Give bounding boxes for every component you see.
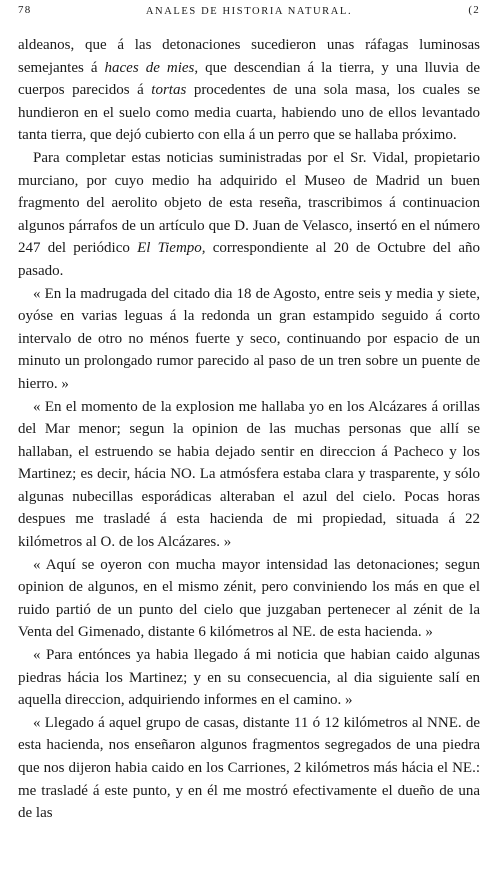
italic-text: haces de mies xyxy=(104,59,195,76)
italic-text: El Tiempo, xyxy=(137,240,206,257)
text-run: « Llegado á aquel grupo de casas, distante 11 ó 12 kilómetros al NNE. de esta hacienda, nos enseñaron algunos fragmentos segregados de una piedra que nos dijeron habia caido en los Carriones, 2 kilómetros más hácia el NE.: me trasladé á este punto, y en él me mostró efectivamente el dueño de una de las xyxy=(18,714,480,822)
text-run: « En la madrugada del citado dia 18 de Agosto, entre seis y media y siete, oyóse en varias leguas á la redonda un gran estampido seguido á corto intervalo de otro no ménos fuerte y seco, continuando por espacio de un minuto un prolongado rumor parecido al paso de un tren sobre un puente de hierro. » xyxy=(18,285,480,392)
paragraph xyxy=(18,34,480,147)
paragraph xyxy=(18,396,480,554)
paragraph xyxy=(18,712,480,825)
header-right-mark: (2 xyxy=(468,4,480,16)
running-header xyxy=(18,0,480,34)
body-text xyxy=(18,34,480,825)
italic-text: tortas xyxy=(151,82,187,99)
page-number: 78 xyxy=(18,4,32,16)
paragraph xyxy=(18,644,480,712)
text-run: « En el momento de la explosion me hallaba yo en los Alcázares á orillas del Mar menor; segun la opinion de las muchas personas que allí se hallaban, el estruendo se habia dejado sentir en direccion á Pacheco y los Martinez; es decir, hácia NO. La atmósfera estaba clara y trasparente, y sólo algunas nubecillas esporádicas alteraban el azul del cielo. Pocas horas despues me trasladé á esta hacienda de mi propiedad, situada á 22 kilómetros al O. de los Alcázares. » xyxy=(18,398,480,551)
text-run: correspondiente al 20 de Octubre del año pasado. xyxy=(18,240,480,279)
text-run: « Aquí se oyeron con mucha mayor intensidad las detonaciones; segun opinion de algunos, en el mismo zénit, pero conviniendo los más en que el ruido partió de un punto del cielo que juzgaban pertenecer al zénit de la Venta del Gimenado, distante 6 kilómetros al NE. de esta hacienda. » xyxy=(18,556,480,641)
paragraph xyxy=(18,147,480,283)
text-run: Para completar estas noticias suministradas por el Sr. Vidal, propietario murciano, por cuyo medio ha adquirido el Museo de Madrid un buen fragmento del aerolito objeto de esta reseña, trascribimos á continuacion algunos párrafos de un artículo que D. Juan de Velasco, insertó en el número 247 del periódico xyxy=(18,149,480,257)
paragraph xyxy=(18,283,480,396)
text-run: aldeanos, que á las detonaciones sucedieron unas ráfagas luminosas semejantes á xyxy=(18,37,480,76)
text-run: , que descendian á la tierra, y una lluvia de cuerpos parecidos á xyxy=(18,59,480,99)
running-title: ANALES DE HISTORIA NATURAL. xyxy=(145,6,353,17)
text-run: procedentes de una sola masa, los cuales se hundieron en el suelo como media cuarta, habiendo uno de ellos levantado tanta tierra, que dejó cubierto con ella á un perro que se hallaba próximo. xyxy=(18,82,480,144)
text-run: « Para entónces ya habia llegado á mi noticia que habian caido algunas piedras hácia los Martinez; y en su consecuencia, al dia siguiente salí en aquella direccion, adquiriendo informes en el camino. » xyxy=(18,647,480,709)
book-page xyxy=(18,0,480,870)
paragraph xyxy=(18,554,480,644)
